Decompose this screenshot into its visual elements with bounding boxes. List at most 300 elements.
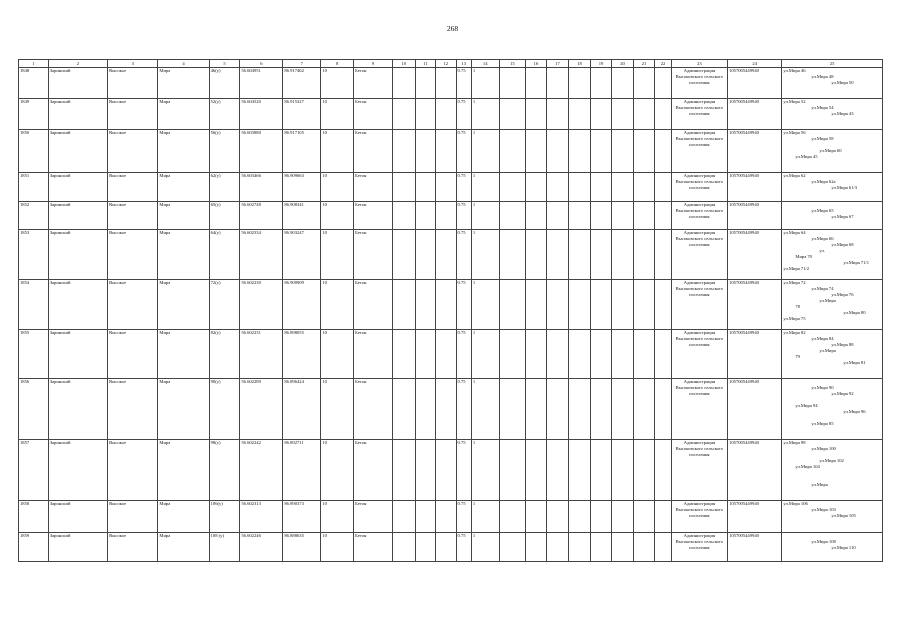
address-line: ул.Мира 96 (843, 408, 866, 414)
address-line: ул.Мира 74 (811, 285, 834, 291)
column-number: 6 (240, 60, 283, 68)
ogrn-cell: 1057005449940 (728, 130, 782, 173)
table-row (19, 533, 883, 562)
address-line: ул.Мира 75 (783, 315, 806, 321)
district-cell: Заринский (48, 501, 107, 533)
served-addresses-cell (782, 202, 883, 230)
record-number: 1856 (19, 379, 49, 440)
empty-cell (415, 379, 435, 440)
street-cell: Мира (158, 533, 209, 562)
address-line: ул.Мира 54 (811, 104, 834, 110)
empty-cell (436, 230, 456, 280)
empty-cell (633, 501, 655, 533)
address-line: ул.Мира 103 (811, 506, 836, 512)
address-line: ул.Мира 90 (811, 384, 834, 390)
surface-material-cell: Бетон (354, 330, 393, 379)
record-number: 1849 (19, 99, 49, 130)
surface-material-cell: Бетон (354, 280, 393, 330)
owner-cell: Администрация Высоковского сельского поселения (671, 202, 727, 230)
house-cell: 98(у) (209, 440, 240, 501)
column-number: 3 (108, 60, 158, 68)
empty-cell (612, 440, 634, 501)
empty-cell (569, 330, 591, 379)
empty-cell (655, 533, 671, 562)
volume-cell: 0.75 (456, 99, 471, 130)
empty-cell (612, 173, 634, 202)
address-line: ул.Мира 56 (783, 130, 806, 135)
house-cell: 56(у) (209, 130, 240, 173)
record-number: 1855 (19, 330, 49, 379)
ogrn-cell: 1057005449940 (728, 501, 782, 533)
owner-cell: Администрация Высоковского сельского поселения (671, 130, 727, 173)
address-line: ул.Мира 46 (783, 68, 806, 73)
surface-material-cell: Бетон (354, 202, 393, 230)
empty-cell (612, 230, 634, 280)
empty-cell (569, 130, 591, 173)
ogrn-cell: 1057005449940 (728, 173, 782, 202)
owner-cell: Администрация Высоковского сельского поселения (671, 280, 727, 330)
settlement-cell: Высокое (108, 379, 158, 440)
surface-material-cell: Бетон (354, 68, 393, 99)
empty-cell (415, 173, 435, 202)
served-addresses-cell (782, 379, 883, 440)
empty-cell (393, 280, 416, 330)
address-line: ул.Мира 72 (783, 280, 806, 285)
table-row (19, 230, 883, 280)
empty-cell (526, 379, 546, 440)
empty-cell (590, 230, 612, 280)
address-line: ул.Мира 98 (783, 440, 806, 445)
ogrn-cell: 1057005449940 (728, 379, 782, 440)
settlement-cell: Высокое (108, 202, 158, 230)
empty-cell (526, 202, 546, 230)
empty-cell (393, 99, 416, 130)
empty-cell (590, 379, 612, 440)
empty-cell (526, 99, 546, 130)
column-number: 5 (209, 60, 240, 68)
address-line: ул.Мира 71/2 (783, 265, 810, 271)
latitude-cell: 56.602313 (240, 501, 283, 533)
street-cell: Мира (158, 173, 209, 202)
house-cell: 82(у) (209, 330, 240, 379)
district-cell: Заринский (48, 202, 107, 230)
column-number: 11 (415, 60, 435, 68)
empty-cell (655, 130, 671, 173)
latitude-cell: 56.602242 (240, 440, 283, 501)
empty-cell (569, 230, 591, 280)
house-cell: 64(у) (209, 230, 240, 280)
street-cell: Мира (158, 202, 209, 230)
empty-cell (393, 230, 416, 280)
empty-cell (569, 280, 591, 330)
owner-cell: Администрация Высоковского сельского поселения (671, 330, 727, 379)
table-row (19, 99, 883, 130)
empty-cell (499, 99, 526, 130)
empty-cell (393, 379, 416, 440)
empty-cell (499, 130, 526, 173)
latitude-cell: 56.604520 (240, 99, 283, 130)
house-cell: 72(у) (209, 280, 240, 330)
area-cell: 10 (321, 99, 354, 130)
column-number: 2 (48, 60, 107, 68)
empty-cell (393, 130, 416, 173)
empty-cell (655, 280, 671, 330)
settlement-cell: Высокое (108, 68, 158, 99)
served-addresses-cell (782, 130, 883, 173)
latitude-cell: 56.604951 (240, 68, 283, 99)
column-number: 24 (728, 60, 782, 68)
empty-cell (569, 99, 591, 130)
house-cell: 46(у) (209, 68, 240, 99)
column-number: 23 (671, 60, 727, 68)
empty-cell (655, 379, 671, 440)
record-number: 1853 (19, 230, 49, 280)
street-cell: Мира (158, 68, 209, 99)
empty-cell (655, 330, 671, 379)
empty-cell (526, 130, 546, 173)
empty-cell (436, 379, 456, 440)
empty-cell (569, 533, 591, 562)
served-addresses-cell (782, 99, 883, 130)
surface-material-cell: Бетон (354, 440, 393, 501)
container-count-cell: 1 (471, 440, 499, 501)
area-cell: 10 (321, 230, 354, 280)
empty-cell (633, 130, 655, 173)
address-line: ул.Мира (811, 481, 828, 487)
longitude-cell: 86.892711 (283, 440, 321, 501)
empty-cell (526, 280, 546, 330)
table-row (19, 379, 883, 440)
owner-cell: Администрация Высоковского сельского поселения (671, 173, 727, 202)
empty-cell (612, 330, 634, 379)
longitude-cell: 86.898055 (283, 330, 321, 379)
surface-material-cell: Бетон (354, 379, 393, 440)
empty-cell (633, 230, 655, 280)
column-number: 8 (321, 60, 354, 68)
empty-cell (612, 280, 634, 330)
empty-cell (499, 230, 526, 280)
street-cell: Мира (158, 330, 209, 379)
table-row (19, 280, 883, 330)
empty-cell (633, 330, 655, 379)
served-addresses-cell (782, 501, 883, 533)
empty-cell (499, 440, 526, 501)
empty-cell (590, 280, 612, 330)
empty-cell (526, 440, 546, 501)
area-cell: 10 (321, 280, 354, 330)
house-cell: 62(у) (209, 173, 240, 202)
address-line: ул.Мира 82 (783, 330, 806, 335)
container-count-cell: 1 (471, 173, 499, 202)
longitude-cell: 86.915327 (283, 99, 321, 130)
empty-cell (633, 533, 655, 562)
ogrn-cell: 1057005449940 (728, 68, 782, 99)
served-addresses-cell (782, 173, 883, 202)
settlement-cell: Высокое (108, 440, 158, 501)
empty-cell (415, 99, 435, 130)
container-count-cell: 1 (471, 202, 499, 230)
longitude-cell: 86.917105 (283, 130, 321, 173)
empty-cell (415, 330, 435, 379)
area-cell: 10 (321, 440, 354, 501)
empty-cell (415, 130, 435, 173)
empty-cell (569, 379, 591, 440)
record-number: 1858 (19, 501, 49, 533)
table-row (19, 130, 883, 173)
area-cell: 10 (321, 202, 354, 230)
empty-cell (393, 202, 416, 230)
empty-cell (590, 99, 612, 130)
empty-cell (633, 440, 655, 501)
column-number: 22 (655, 60, 671, 68)
empty-cell (655, 230, 671, 280)
volume-cell: 0.75 (456, 533, 471, 562)
column-number: 14 (471, 60, 499, 68)
district-cell: Заринский (48, 130, 107, 173)
table-row (19, 501, 883, 533)
served-addresses-cell (782, 68, 883, 99)
address-line: ул.Мира 88 (831, 341, 854, 347)
empty-cell (612, 202, 634, 230)
empty-cell (633, 379, 655, 440)
empty-cell (415, 202, 435, 230)
record-number: 1859 (19, 533, 49, 562)
owner-cell: Администрация Высоковского сельского поселения (671, 501, 727, 533)
empty-cell (436, 202, 456, 230)
house-cell: 52(у) (209, 99, 240, 130)
empty-cell (546, 99, 569, 130)
table-row (19, 68, 883, 99)
street-cell: Мира (158, 280, 209, 330)
column-number: 19 (590, 60, 612, 68)
house-cell: 90(у) (209, 379, 240, 440)
empty-cell (546, 130, 569, 173)
empty-cell (546, 68, 569, 99)
served-addresses-cell (782, 330, 883, 379)
empty-cell (546, 173, 569, 202)
empty-cell (546, 230, 569, 280)
volume-cell: 0.75 (456, 280, 471, 330)
column-number: 18 (569, 60, 591, 68)
street-cell: Мира (158, 99, 209, 130)
empty-cell (633, 173, 655, 202)
empty-cell (526, 68, 546, 99)
address-line: ул.Мира 67 (831, 213, 854, 219)
column-number: 4 (158, 60, 209, 68)
container-count-cell: 1 (471, 379, 499, 440)
address-line: ул.Мира 81 (843, 359, 866, 365)
district-cell: Заринский (48, 99, 107, 130)
volume-cell: 0.75 (456, 130, 471, 173)
empty-cell (393, 330, 416, 379)
column-number: 12 (436, 60, 456, 68)
district-cell: Заринский (48, 173, 107, 202)
district-cell: Заринский (48, 68, 107, 99)
empty-cell (499, 379, 526, 440)
address-line: ул.Мира 80 (843, 309, 866, 315)
house-cell: 65(у) (209, 202, 240, 230)
latitude-cell: 56.602246 (240, 533, 283, 562)
empty-cell (393, 173, 416, 202)
settlement-cell: Высокое (108, 230, 158, 280)
address-line: ул.Мира 76 (831, 291, 854, 297)
surface-material-cell: Бетон (354, 501, 393, 533)
address-line: ул.Мира 64 (783, 230, 806, 235)
served-addresses-cell (782, 533, 883, 562)
ogrn-cell: 1057005449940 (728, 99, 782, 130)
house-cell: 106(у) (209, 501, 240, 533)
latitude-cell: 56.602748 (240, 202, 283, 230)
empty-cell (436, 173, 456, 202)
column-number: 7 (283, 60, 321, 68)
record-number: 1857 (19, 440, 49, 501)
record-number: 1854 (19, 280, 49, 330)
longitude-cell: 86.890373 (283, 501, 321, 533)
record-number: 1852 (19, 202, 49, 230)
empty-cell (499, 173, 526, 202)
container-count-cell: 1 (471, 280, 499, 330)
address-line: ул.Мира 71/1 (843, 259, 870, 265)
ogrn-cell: 1057005449940 (728, 280, 782, 330)
empty-cell (612, 68, 634, 99)
empty-cell (590, 173, 612, 202)
area-cell: 10 (321, 533, 354, 562)
empty-cell (546, 379, 569, 440)
ogrn-cell: 1057005449940 (728, 440, 782, 501)
empty-cell (655, 202, 671, 230)
latitude-cell: 56.602231 (240, 330, 283, 379)
empty-cell (546, 533, 569, 562)
address-line: ул.Мира 66 (811, 235, 834, 241)
empty-cell (590, 202, 612, 230)
empty-cell (655, 99, 671, 130)
empty-cell (415, 230, 435, 280)
settlement-cell: Высокое (108, 173, 158, 202)
empty-cell (526, 501, 546, 533)
container-count-cell: 1 (471, 501, 499, 533)
address-line: ул.Мира 105 (831, 512, 856, 518)
address-line: ул.Мира 62 (783, 173, 806, 178)
table-row (19, 330, 883, 379)
empty-cell (499, 280, 526, 330)
container-count-cell: 1 (471, 230, 499, 280)
served-addresses-cell (782, 230, 883, 280)
empty-cell (393, 440, 416, 501)
settlement-cell: Высокое (108, 330, 158, 379)
district-cell: Заринский (48, 330, 107, 379)
empty-cell (436, 68, 456, 99)
address-line: ул.Мира 110 (831, 544, 856, 550)
surface-material-cell: Бетон (354, 173, 393, 202)
address-line: ул.Мира 84 (811, 335, 834, 341)
empty-cell (612, 99, 634, 130)
address-line: ул.Мира 61/3 (831, 184, 858, 190)
empty-cell (526, 173, 546, 202)
empty-cell (569, 68, 591, 99)
owner-cell: Администрация Высоковского сельского поселения (671, 99, 727, 130)
empty-cell (612, 379, 634, 440)
area-cell: 10 (321, 68, 354, 99)
address-line: ул.Мира 100 (811, 445, 836, 451)
volume-cell: 0.75 (456, 68, 471, 99)
empty-cell (499, 501, 526, 533)
address-line: ул.Мира 106 (783, 501, 808, 506)
empty-cell (499, 330, 526, 379)
address-line: ул.Мира (819, 347, 836, 353)
settlement-cell: Высокое (108, 501, 158, 533)
empty-cell (436, 280, 456, 330)
page-number: 268 (446, 24, 459, 33)
record-number: 1850 (19, 130, 49, 173)
address-line: ул.Мира 85 (811, 420, 834, 426)
container-count-cell: 1 (471, 533, 499, 562)
address-line: ул.Мира 62а (811, 178, 836, 184)
address-line: ул.Мира 68 (831, 241, 854, 247)
column-number-row (19, 60, 883, 68)
empty-cell (526, 533, 546, 562)
record-number: 1851 (19, 173, 49, 202)
owner-cell: Администрация Высоковского сельского поселения (671, 440, 727, 501)
column-number: 9 (354, 60, 393, 68)
empty-cell (655, 440, 671, 501)
longitude-cell: 86.903247 (283, 230, 321, 280)
empty-cell (415, 501, 435, 533)
area-cell: 10 (321, 130, 354, 173)
volume-cell: 0.75 (456, 501, 471, 533)
empty-cell (590, 533, 612, 562)
column-number: 21 (633, 60, 655, 68)
empty-cell (436, 533, 456, 562)
empty-cell (415, 440, 435, 501)
area-cell: 10 (321, 501, 354, 533)
address-line: ул.Мира 43 (831, 110, 854, 116)
empty-cell (546, 280, 569, 330)
latitude-cell: 56.602289 (240, 379, 283, 440)
volume-cell: 0.75 (456, 330, 471, 379)
empty-cell (569, 501, 591, 533)
settlement-cell: Высокое (108, 130, 158, 173)
owner-cell: Администрация Высоковского сельского поселения (671, 230, 727, 280)
address-line: 79 (795, 353, 800, 359)
empty-cell (436, 99, 456, 130)
empty-cell (590, 130, 612, 173)
district-cell: Заринский (48, 379, 107, 440)
column-number: 17 (546, 60, 569, 68)
empty-cell (655, 501, 671, 533)
address-line: ул.Мира 104 (795, 463, 820, 469)
volume-cell: 0.75 (456, 230, 471, 280)
ogrn-cell: 1057005449940 (728, 533, 782, 562)
street-cell: Мира (158, 130, 209, 173)
address-line: 78 (795, 303, 800, 309)
ogrn-cell: 1057005449940 (728, 230, 782, 280)
surface-material-cell: Бетон (354, 99, 393, 130)
latitude-cell: 56.602230 (240, 280, 283, 330)
longitude-cell: 86.888635 (283, 533, 321, 562)
empty-cell (526, 230, 546, 280)
empty-cell (546, 202, 569, 230)
table-row (19, 202, 883, 230)
container-count-cell: 1 (471, 68, 499, 99)
surface-material-cell: Бетон (354, 533, 393, 562)
address-line: ул.Мира 94 (795, 402, 818, 408)
empty-cell (393, 68, 416, 99)
surface-material-cell: Бетон (354, 130, 393, 173)
served-addresses-cell (782, 440, 883, 501)
column-number: 20 (612, 60, 634, 68)
empty-cell (546, 330, 569, 379)
volume-cell: 0.75 (456, 379, 471, 440)
